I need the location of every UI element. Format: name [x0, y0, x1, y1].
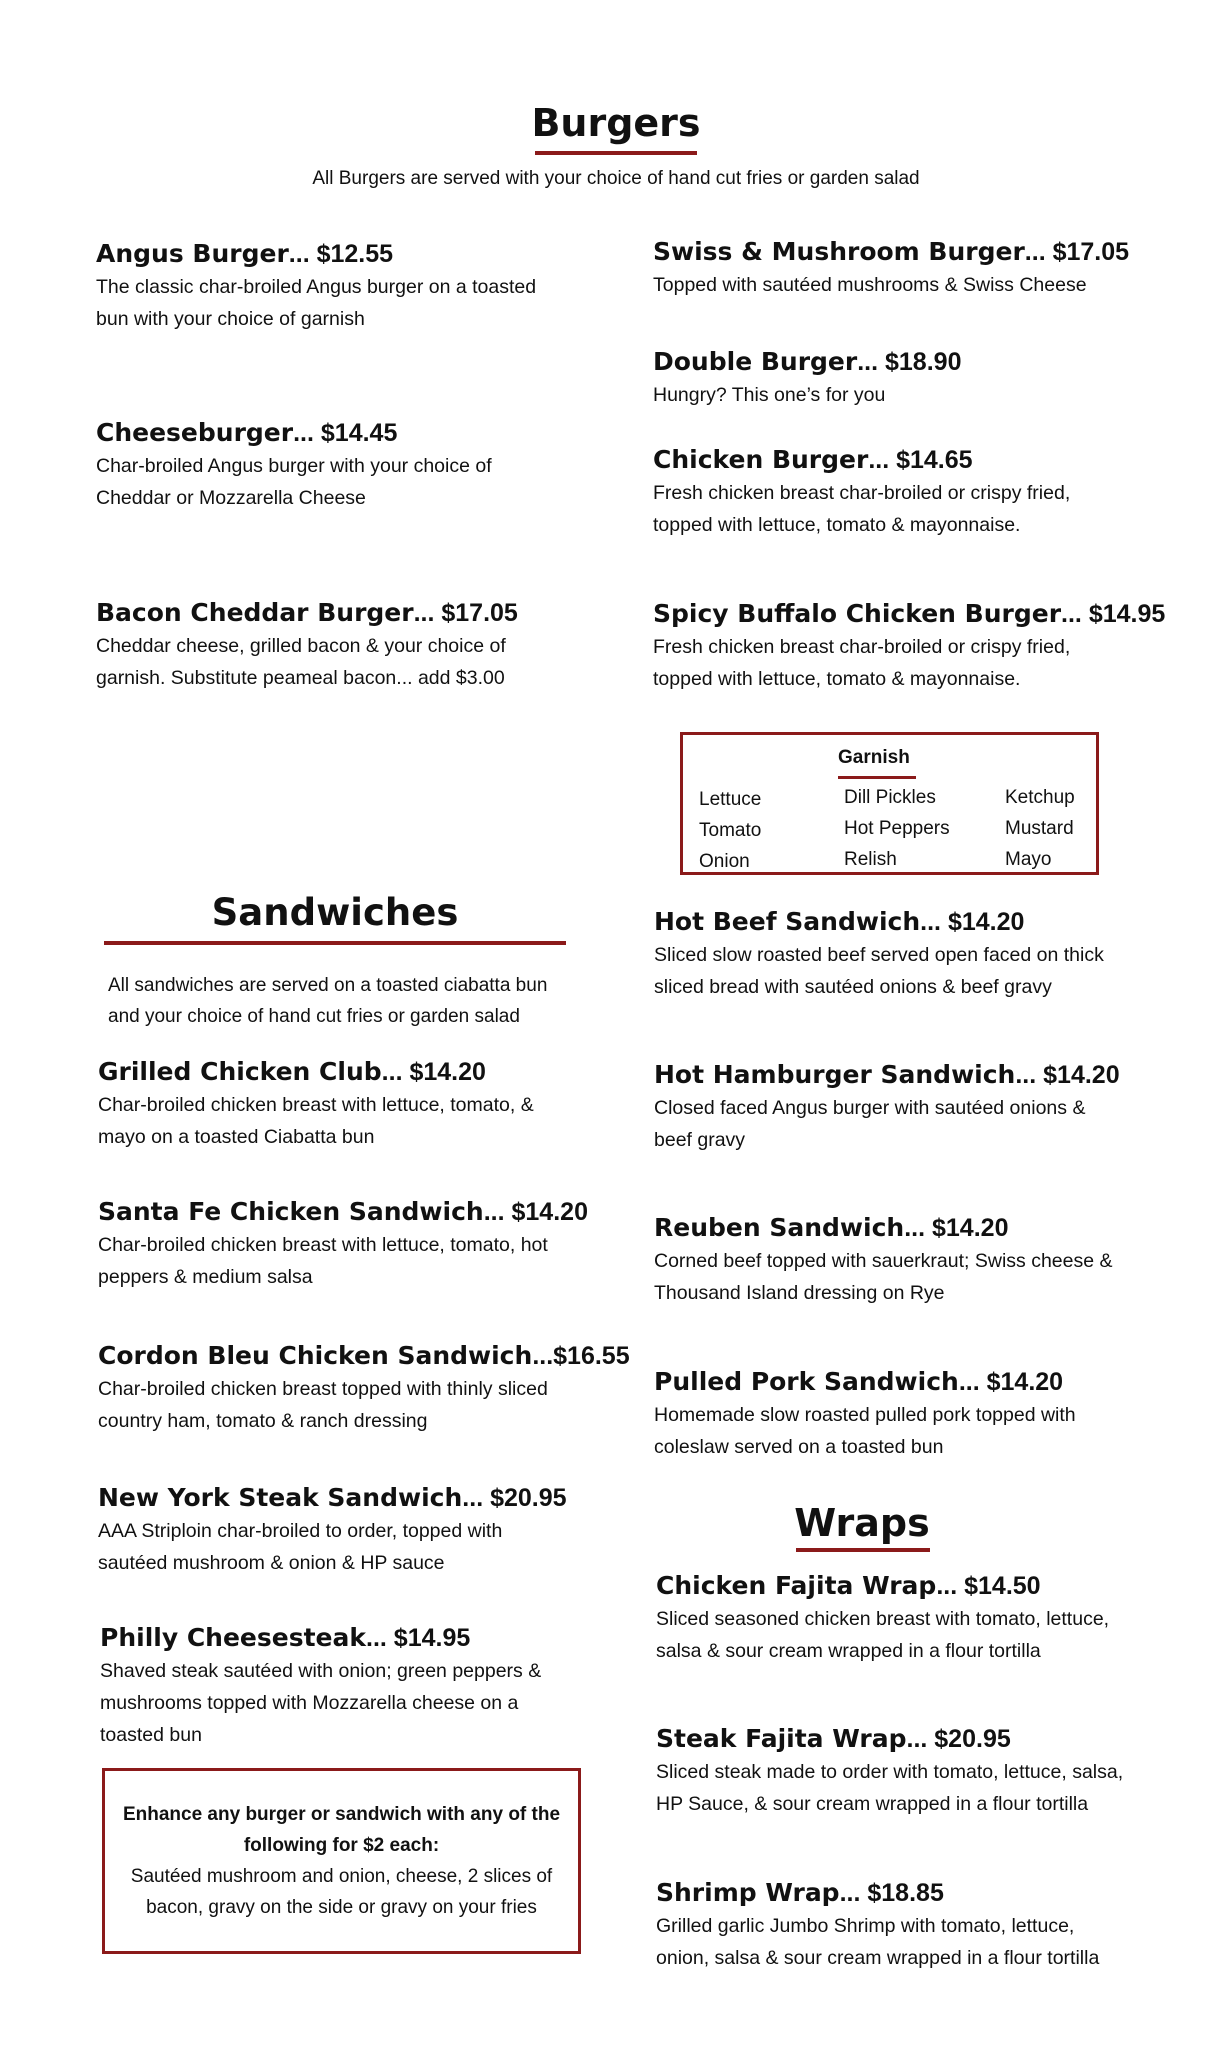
enhance-body-line: bacon, gravy on the side or gravy on your fries	[146, 1897, 537, 1918]
item-description: Hungry? This one’s for you	[653, 384, 886, 406]
item-price: ... $14.20	[1015, 1061, 1120, 1089]
item-price: ... $14.20	[958, 1368, 1064, 1396]
item-price: ... $14.20	[920, 908, 1025, 936]
item-description: Fresh chicken breast char-broiled or crispy fried, topped with lettuce, tomato & mayonnaise.	[653, 636, 1071, 690]
item-name: Chicken Fajita Wrap	[656, 1571, 937, 1600]
item-name: Steak Fajita Wrap	[656, 1724, 907, 1753]
wraps-underline	[796, 1548, 930, 1552]
item-description: Grilled garlic Jumbo Shrimp with tomato, lettuce, onion, salsa & sour cream wrapped in a flour tortilla	[656, 1915, 1100, 1969]
menu-item-cordon-bleu-chicken-sandwich	[98, 1339, 630, 1437]
item-price: ... $14.20	[381, 1058, 486, 1086]
item-price: ... $20.95	[906, 1725, 1011, 1753]
sandwiches-underline	[104, 941, 566, 945]
garnish-box	[680, 732, 1099, 875]
item-name: Philly Cheesesteak	[100, 1623, 367, 1652]
item-name: Spicy Buffalo Chicken Burger	[653, 599, 1062, 628]
item-description: AAA Striploin char-broiled to order, topped with sautéed mushroom & onion & HP sauce	[98, 1520, 503, 1574]
enhance-box	[102, 1768, 581, 1954]
menu-item-angus-burger	[96, 237, 566, 335]
sandwiches-heading: Sandwiches	[211, 891, 459, 934]
item-description: Char-broiled chicken breast with lettuce, tomato, hot peppers & medium salsa	[98, 1234, 548, 1288]
menu-item-grilled-chicken-club	[98, 1055, 558, 1153]
item-description: Shaved steak sautéed with onion; green peppers & mushrooms topped with Mozzarella cheese on a toasted bun	[100, 1660, 542, 1746]
item-name: Hot Hamburger Sandwich	[654, 1060, 1016, 1089]
garnish-item: Mayo	[1005, 849, 1052, 870]
enhance-heading-line: following for $2 each:	[243, 1835, 440, 1856]
item-price: ... $18.90	[857, 348, 962, 376]
item-description: Homemade slow roasted pulled pork topped with coleslaw served on a toasted bun	[654, 1404, 1076, 1458]
enhance-heading-line: Enhance any burger or sandwich with any of the	[122, 1804, 561, 1825]
item-name: Shrimp Wrap	[656, 1878, 840, 1907]
item-price: ... $14.50	[936, 1572, 1041, 1600]
item-name: Bacon Cheddar Burger	[96, 598, 414, 627]
item-description: Cheddar cheese, grilled bacon & your choice of garnish. Substitute peameal bacon... add $3.00	[96, 635, 506, 689]
item-price: ... $14.20	[483, 1198, 588, 1226]
garnish-item: Lettuce	[699, 789, 762, 810]
item-price: ... $18.85	[839, 1879, 944, 1907]
item-price: ... $17.05	[413, 599, 518, 627]
menu-item-shrimp-wrap	[656, 1876, 1126, 1974]
garnish-title: Garnish	[838, 747, 910, 768]
item-price: ...$16.55	[532, 1342, 630, 1370]
item-name: Swiss & Mushroom Burger	[653, 237, 1025, 266]
wraps-heading: Wraps	[794, 1501, 930, 1545]
sandwiches-subtitle-line: All sandwiches are served on a toasted ciabatta bun	[108, 975, 548, 996]
item-name: Hot Beef Sandwich	[654, 907, 921, 936]
item-description: Sliced seasoned chicken breast with tomato, lettuce, salsa & sour cream wrapped in a flour tortilla	[656, 1608, 1110, 1662]
item-name: Pulled Pork Sandwich	[654, 1367, 959, 1396]
garnish-item: Relish	[844, 849, 897, 870]
item-name: Cheeseburger	[96, 418, 294, 447]
garnish-item: Mustard	[1005, 818, 1074, 839]
menu-item-new-york-steak-sandwich	[98, 1481, 567, 1579]
menu-item-pulled-pork-sandwich	[654, 1365, 1114, 1463]
item-name: Chicken Burger	[653, 445, 869, 474]
item-name: Angus Burger	[96, 239, 289, 268]
enhance-text	[105, 1799, 578, 1923]
garnish-item: Ketchup	[1005, 787, 1075, 808]
item-description: The classic char-broiled Angus burger on a toasted bun with your choice of garnish	[96, 276, 537, 330]
garnish-item: Dill Pickles	[844, 787, 936, 808]
item-name: Cordon Bleu Chicken Sandwich	[98, 1341, 533, 1370]
menu-item-swiss-mushroom-burger	[653, 235, 1153, 301]
garnish-item: Hot Peppers	[844, 818, 950, 839]
burgers-subtitle: All Burgers are served with your choice of hand cut fries or garden salad	[312, 168, 920, 189]
menu-item-hot-hamburger-sandwich	[654, 1058, 1124, 1156]
menu-item-double-burger	[653, 345, 1153, 411]
item-name: Reuben Sandwich	[654, 1213, 905, 1242]
menu-item-santa-fe-chicken-sandwich	[98, 1195, 588, 1293]
item-price: ... $17.05	[1024, 238, 1130, 266]
menu-item-cheeseburger	[96, 416, 526, 514]
item-name: New York Steak Sandwich	[98, 1483, 463, 1512]
item-description: Char-broiled chicken breast topped with thinly sliced country ham, tomato & ranch dressing	[98, 1378, 548, 1432]
item-price: ... $14.95	[366, 1624, 471, 1652]
menu-item-bacon-cheddar-burger	[96, 596, 536, 694]
menu-item-chicken-burger	[653, 443, 1123, 541]
item-price: ... $12.55	[288, 240, 394, 268]
item-price: ... $14.45	[293, 419, 398, 447]
menu-item-steak-fajita-wrap	[656, 1722, 1136, 1820]
garnish-column-3	[1005, 782, 1075, 875]
item-price: ... $20.95	[462, 1484, 567, 1512]
garnish-column-2	[844, 782, 950, 875]
item-description: Char-broiled chicken breast with lettuce, tomato, & mayo on a toasted Ciabatta bun	[98, 1094, 534, 1148]
item-description: Sliced slow roasted beef served open faced on thick sliced bread with sautéed onions & beef gravy	[654, 944, 1104, 998]
item-price: ... $14.20	[904, 1214, 1009, 1242]
garnish-underline	[838, 776, 916, 779]
burgers-heading: Burgers	[531, 101, 701, 145]
enhance-body-line: Sautéed mushroom and onion, cheese, 2 slices of	[130, 1866, 553, 1887]
menu-item-chicken-fajita-wrap	[656, 1569, 1126, 1667]
sandwiches-subtitle	[108, 970, 578, 1032]
garnish-item: Tomato	[699, 820, 762, 841]
item-description: Topped with sautéed mushrooms & Swiss Cheese	[653, 274, 1087, 296]
item-name: Double Burger	[653, 347, 858, 376]
item-description: Sliced steak made to order with tomato, lettuce, salsa, HP Sauce, & sour cream wrapped in a flour tortilla	[656, 1761, 1124, 1815]
menu-item-philly-cheesesteak	[100, 1621, 560, 1751]
burgers-underline	[535, 151, 697, 155]
item-name: Santa Fe Chicken Sandwich	[98, 1197, 484, 1226]
menu-item-hot-beef-sandwich	[654, 905, 1124, 1003]
item-description: Closed faced Angus burger with sautéed onions & beef gravy	[654, 1097, 1086, 1151]
menu-item-reuben-sandwich	[654, 1211, 1124, 1309]
item-price: ... $14.65	[868, 446, 973, 474]
item-description: Corned beef topped with sauerkraut; Swiss cheese & Thousand Island dressing on Rye	[654, 1250, 1113, 1304]
menu-item-spicy-buffalo-chicken-burger	[653, 597, 1166, 695]
sandwiches-subtitle-line: and your choice of hand cut fries or garden salad	[108, 1006, 520, 1027]
garnish-item: Onion	[699, 851, 750, 872]
item-name: Grilled Chicken Club	[98, 1057, 382, 1086]
garnish-column-1	[699, 784, 761, 877]
item-price: ... $14.95	[1061, 600, 1166, 628]
item-description: Fresh chicken breast char-broiled or crispy fried, topped with lettuce, tomato & mayonnaise.	[653, 482, 1071, 536]
item-description: Char-broiled Angus burger with your choice of Cheddar or Mozzarella Cheese	[96, 455, 492, 509]
